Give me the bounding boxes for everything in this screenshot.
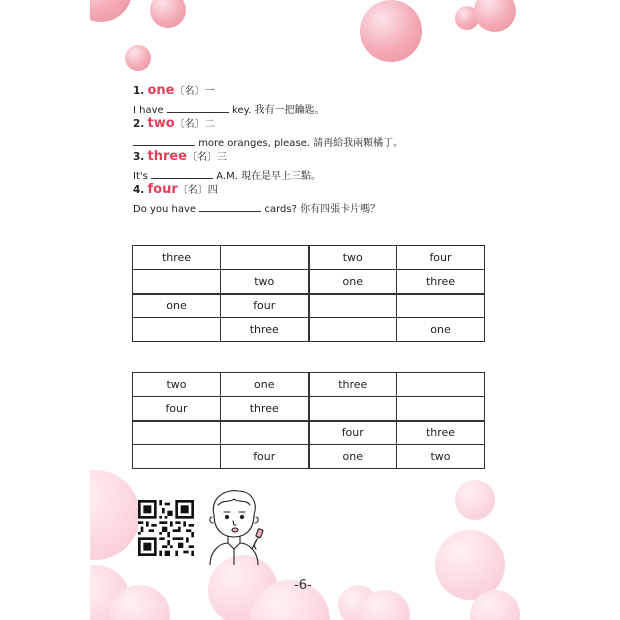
bubble-decoration [455, 480, 495, 520]
grid-cell[interactable] [309, 318, 397, 342]
answer-blank[interactable] [199, 201, 261, 212]
grid-cell[interactable] [221, 421, 309, 445]
vocab-pos: 〔名〕三 [187, 152, 227, 163]
vocab-number: 4. [133, 184, 145, 196]
sentence-before: Do you have [133, 204, 197, 215]
grid-cell[interactable]: two [221, 270, 309, 294]
bubble-decoration [360, 0, 422, 62]
grid-cell[interactable]: two [133, 373, 221, 397]
vocab-word: one [147, 83, 175, 98]
vocab-pos: 〔名〕一 [174, 86, 215, 97]
vocab-number: 1. [133, 85, 145, 97]
vocab-number: 3. [133, 151, 145, 163]
qr-code-icon[interactable] [138, 500, 194, 556]
vocab-number: 2. [133, 118, 145, 130]
grid-cell[interactable]: three [397, 270, 485, 294]
grid-cell[interactable]: four [309, 421, 397, 445]
bubble-decoration [90, 470, 140, 560]
boy-illustration [200, 485, 270, 565]
vocab-word: three [147, 149, 187, 164]
grid-cell[interactable] [133, 318, 221, 342]
grid-cell[interactable]: two [397, 445, 485, 469]
bubble-decoration [125, 45, 151, 71]
vocab-word: four [147, 182, 178, 197]
word-grid-1 [132, 245, 485, 342]
vocab-pos: 〔名〕二 [174, 119, 215, 130]
grid-cell[interactable]: one [309, 445, 397, 469]
grid-cell[interactable] [221, 246, 309, 270]
grid-cell[interactable]: three [221, 318, 309, 342]
sentence-after: A.M. 現在是早上三點。 [216, 171, 322, 182]
grid-cell[interactable]: one [221, 373, 309, 397]
grid-cell[interactable] [133, 270, 221, 294]
bubble-decoration [90, 0, 132, 22]
grid-cell[interactable] [133, 421, 221, 445]
vocab-pos: 〔名〕四 [177, 185, 218, 196]
vocab-word: two [147, 116, 175, 131]
grid-cell[interactable] [397, 373, 485, 397]
grid-cell[interactable]: four [397, 246, 485, 270]
grid-cell[interactable] [309, 294, 397, 318]
word-grid-2 [132, 372, 485, 469]
grid-cell[interactable]: four [133, 397, 221, 421]
grid-cell[interactable] [309, 397, 397, 421]
sentence-before: It's [133, 171, 148, 182]
grid-cell[interactable]: four [221, 294, 309, 318]
grid-cell[interactable] [397, 397, 485, 421]
grid-cell[interactable] [133, 445, 221, 469]
vocab-item-4 [133, 183, 380, 217]
sentence-after: cards? 你有四張卡片嗎？ [264, 204, 381, 215]
bubble-decoration [474, 0, 516, 32]
vocab-item-3 [133, 150, 321, 184]
grid-cell[interactable]: three [221, 397, 309, 421]
answer-blank[interactable] [167, 102, 229, 113]
grid-cell[interactable]: two [309, 246, 397, 270]
page-number: -6- [294, 578, 312, 593]
grid-cell[interactable]: one [397, 318, 485, 342]
sentence-after: key. 我有一把鑰匙。 [232, 105, 325, 116]
bubble-decoration [150, 0, 186, 28]
grid-cell[interactable]: one [133, 294, 221, 318]
answer-blank[interactable] [133, 135, 195, 146]
grid-cell[interactable] [397, 294, 485, 318]
grid-cell[interactable]: three [309, 373, 397, 397]
grid-cell[interactable]: three [397, 421, 485, 445]
vocab-item-1 [133, 84, 324, 118]
sentence-after: more oranges, please. 請再給我兩顆橘丁。 [198, 138, 404, 149]
grid-cell[interactable]: four [221, 445, 309, 469]
sentence-before: I have [133, 105, 164, 116]
grid-cell[interactable]: one [309, 270, 397, 294]
answer-blank[interactable] [151, 168, 213, 179]
vocab-item-2 [133, 117, 403, 151]
grid-cell[interactable]: three [133, 246, 221, 270]
